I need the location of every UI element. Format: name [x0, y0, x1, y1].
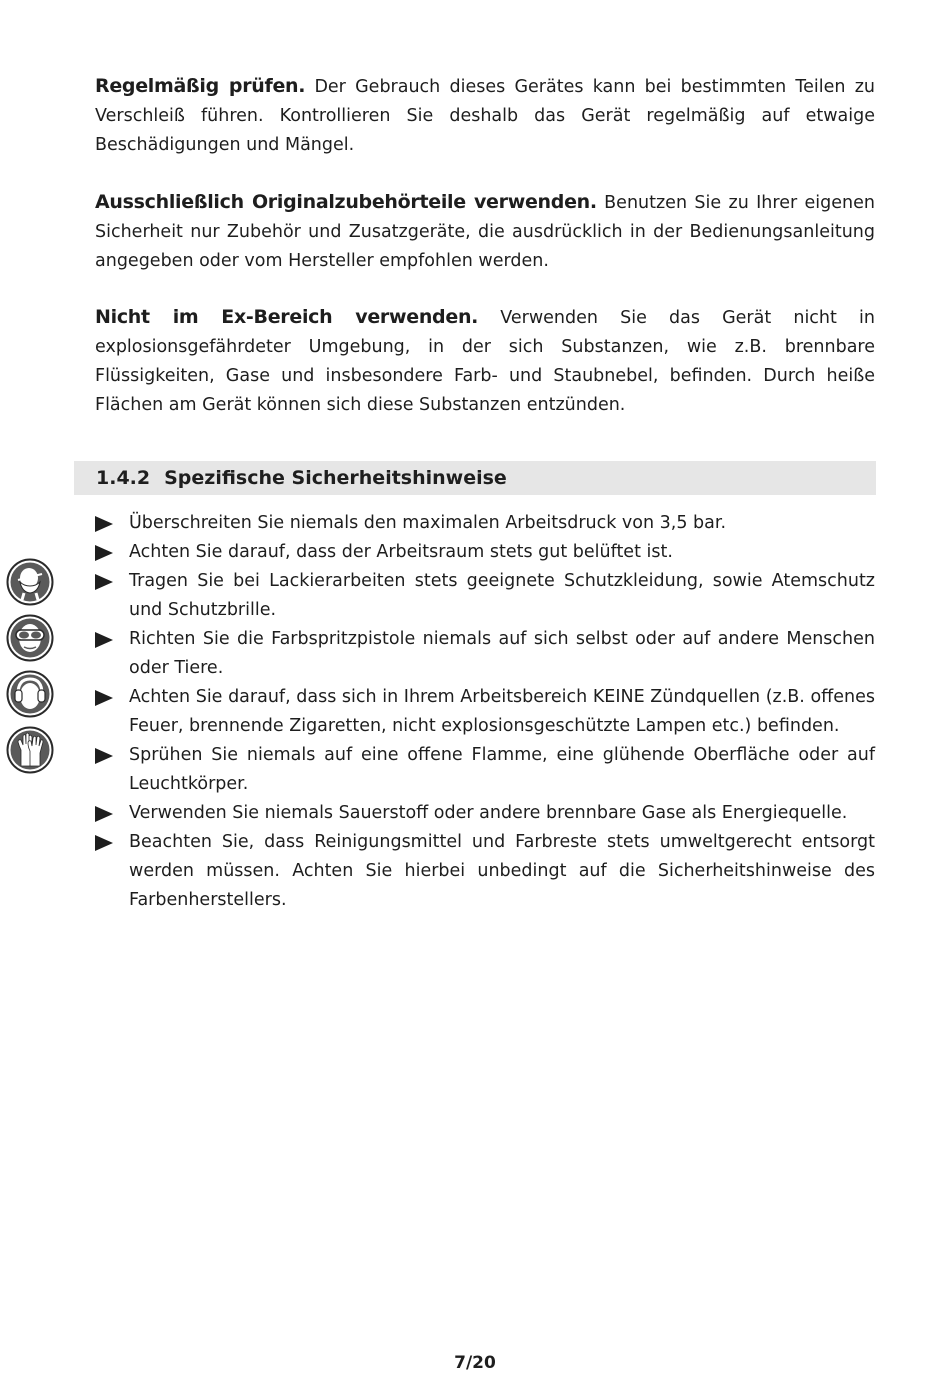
protective-gloves-icon: [6, 726, 54, 774]
list-item: [95, 538, 875, 567]
paragraph-body: Verwenden Sie das Gerät nicht in explosionsgefährdeter Umgebung, in der sich Substanzen, wie z.B. brennbare Flüssigkeiten, Gase und insbesondere Farb- und Staubnebel, befinden. Durch heiße Flächen am Gerät können sich diese Substanzen entzünden.: [95, 308, 875, 415]
list-item-text: Überschreiten Sie niemals den maximalen Arbeitsdruck von 3,5 bar.: [129, 513, 727, 533]
list-item-text: Sprühen Sie niemals auf eine offene Flamme, eine glühende Oberfläche oder auf Leuchtkörper.: [129, 745, 875, 794]
bullet-arrow-icon: [95, 516, 113, 532]
safety-goggles-icon: [6, 614, 54, 662]
safety-instructions-list: [95, 509, 875, 915]
paragraph-lead: Ausschließlich Originalzubehörteile verwenden.: [95, 191, 597, 213]
section-title: Spezifische Sicherheitshinweise: [164, 467, 507, 489]
list-item: [95, 683, 875, 741]
paragraph-lead: Nicht im Ex-Bereich verwenden.: [95, 306, 479, 328]
list-item-text: Tragen Sie bei Lackierarbeiten stets geeignete Schutzkleidung, sowie Atemschutz und Schutzbrille.: [129, 571, 875, 620]
bullet-arrow-icon: [95, 632, 113, 648]
bullet-arrow-icon: [95, 835, 113, 851]
list-item-text: Achten Sie darauf, dass der Arbeitsraum stets gut belüftet ist.: [129, 542, 673, 562]
section-number: 1.4.2: [96, 467, 151, 489]
bullet-arrow-icon: [95, 545, 113, 561]
ppe-icons: [6, 558, 56, 782]
paragraph-body: Benutzen Sie zu Ihrer eigenen Sicherheit nur Zubehör und Zusatzgeräte, die ausdrücklich in der Bedienungsanleitung angegeben oder vom Hersteller empfohlen werden.: [95, 193, 875, 271]
bullet-arrow-icon: [95, 806, 113, 822]
list-item: [95, 625, 875, 683]
bullet-arrow-icon: [95, 748, 113, 764]
ear-protection-icon: [6, 670, 54, 718]
section-heading: [74, 461, 876, 495]
bullet-arrow-icon: [95, 690, 113, 706]
paragraph-lead: Regelmäßig prüfen.: [95, 75, 306, 97]
list-item: [95, 741, 875, 799]
list-item: [95, 567, 875, 625]
list-item: [95, 828, 875, 915]
paragraph-body: Der Gebrauch dieses Gerätes kann bei bestimmten Teilen zu Verschleiß führen. Kontrollieren Sie deshalb das Gerät regelmäßig auf etwaige Beschädigungen und Mängel.: [95, 77, 875, 155]
page-number: 7/20: [454, 1353, 496, 1373]
paragraph-original-accessories: [95, 188, 875, 276]
list-item-text: Verwenden Sie niemals Sauerstoff oder andere brennbare Gase als Energiequelle.: [129, 803, 848, 823]
respirator-mask-icon: [6, 558, 54, 606]
list-item-text: Richten Sie die Farbspritzpistole niemals auf sich selbst oder auf andere Menschen oder Tiere.: [129, 629, 875, 678]
list-item: [95, 509, 875, 538]
list-item-text: Beachten Sie, dass Reinigungsmittel und Farbreste stets umweltgerecht entsorgt werden müssen. Achten Sie hierbei unbedingt auf die Sicherheitshinweise des Farbenherstellers.: [129, 832, 875, 910]
list-item-text: Achten Sie darauf, dass sich in Ihrem Arbeitsbereich KEINE Zündquellen (z.B. offenes Feuer, brennende Zigaretten, nicht explosionsgeschützte Lampen etc.) befinden.: [129, 687, 875, 736]
list-item: [95, 799, 875, 828]
paragraph-ex-area: [95, 303, 875, 420]
bullet-arrow-icon: [95, 574, 113, 590]
paragraph-regular-check: [95, 72, 875, 160]
